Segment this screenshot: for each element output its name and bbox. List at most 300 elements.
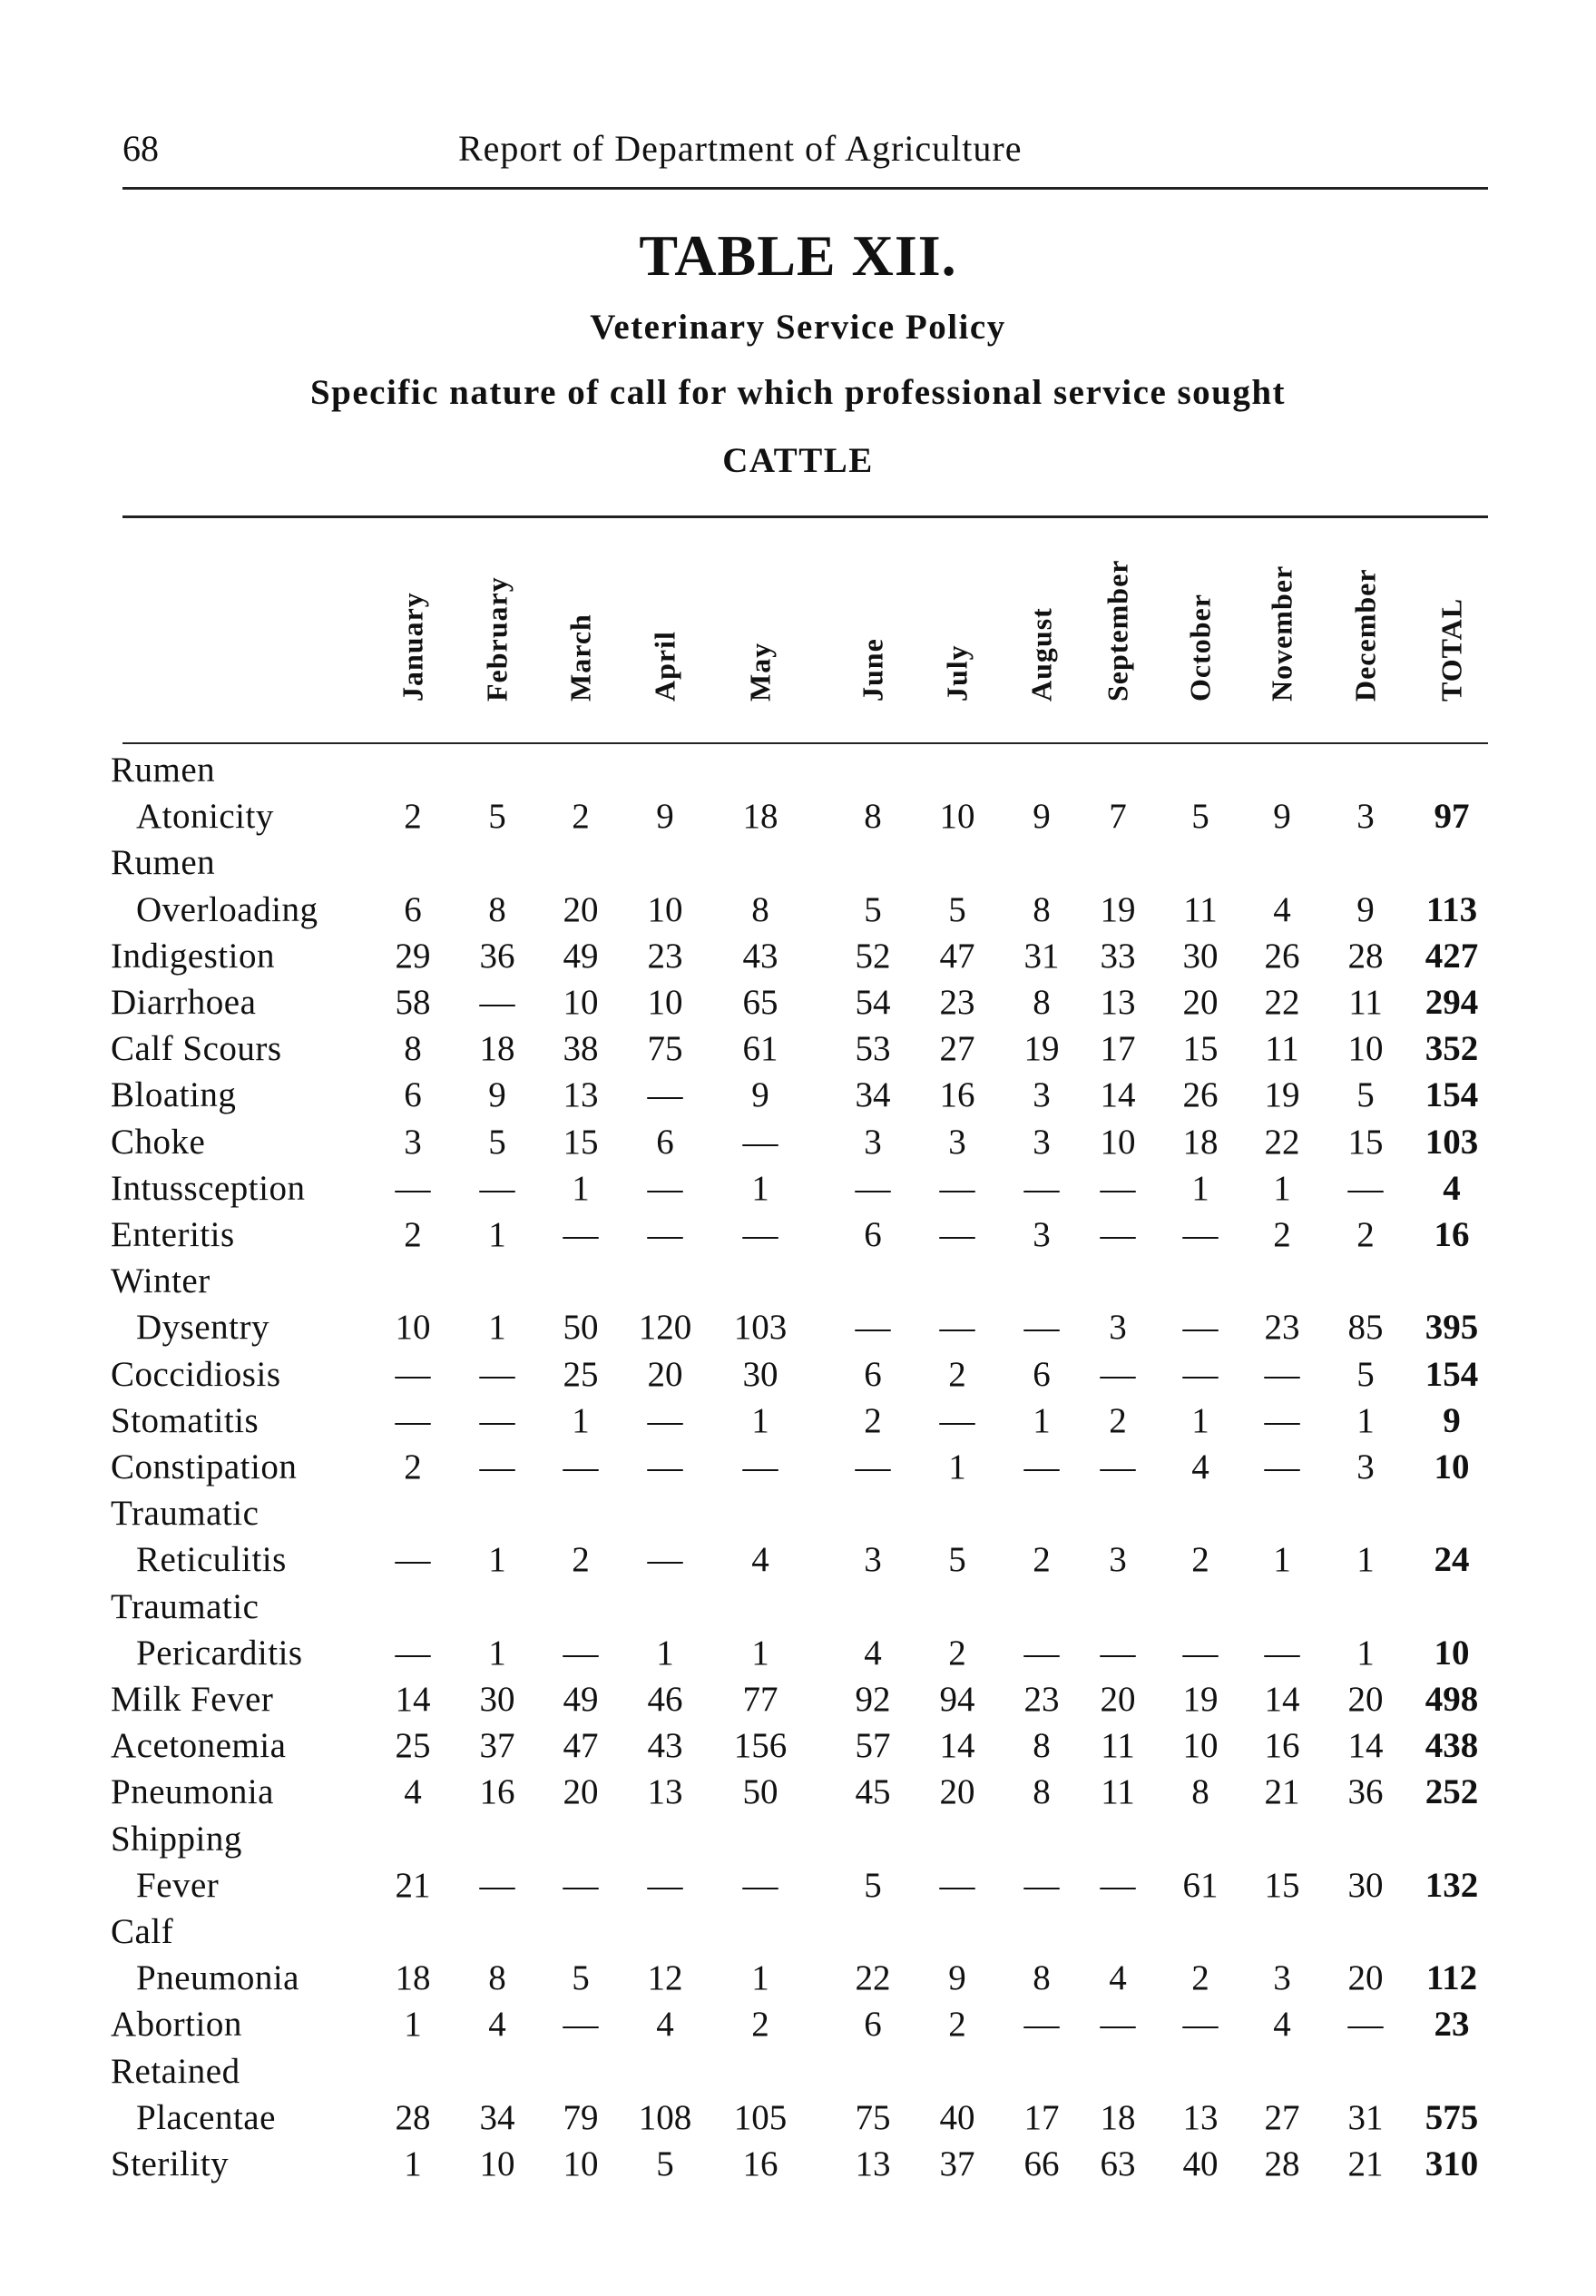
- table-row: [0, 1911, 1596, 1957]
- table-cell: 13: [1182, 2097, 1219, 2137]
- row-label: Overloading: [136, 889, 318, 929]
- table-cell: —: [647, 1168, 683, 1208]
- table-cell: 15: [563, 1122, 599, 1162]
- table-row: [0, 1214, 1596, 1260]
- table-cell: —: [1023, 2005, 1060, 2045]
- table-cell: 3: [1033, 1075, 1051, 1115]
- table-cell: 5: [1191, 797, 1209, 837]
- table-cell: 19: [1264, 1075, 1300, 1115]
- table-cell: 57: [855, 1726, 891, 1766]
- table-cell: 14: [395, 1680, 431, 1719]
- table-cell: —: [855, 1447, 891, 1487]
- table-cell: 6: [864, 1215, 882, 1254]
- table-cell: 10: [479, 2144, 515, 2183]
- table-cell: —: [1100, 2005, 1136, 2045]
- table-cell: 46: [647, 1680, 683, 1719]
- total-cell: 575: [1425, 2097, 1479, 2137]
- table-cell: —: [939, 1308, 975, 1348]
- table-cell: —: [479, 983, 515, 1022]
- table-cell: 28: [1347, 936, 1384, 976]
- column-header-march: [553, 525, 608, 735]
- table-cell: —: [479, 1400, 515, 1440]
- row-label: Constipation: [111, 1447, 298, 1487]
- table-cell: 1: [488, 1633, 506, 1673]
- table-cell: 61: [742, 1029, 778, 1069]
- table-cell: 30: [1347, 1865, 1384, 1905]
- total-cell: 103: [1425, 1122, 1479, 1162]
- table-cell: 16: [939, 1075, 975, 1115]
- table-row: [0, 1633, 1596, 1678]
- table-cell: 2: [572, 797, 590, 837]
- table-cell: 23: [939, 983, 975, 1022]
- table-cell: 1: [1191, 1400, 1209, 1440]
- table-cell: 1: [572, 1168, 590, 1208]
- table-cell: 10: [647, 983, 683, 1022]
- table-cell: 2: [1191, 1958, 1209, 1998]
- table-cell: 3: [1356, 1447, 1375, 1487]
- column-header-label: August: [1024, 607, 1058, 702]
- table-cell: —: [479, 1865, 515, 1905]
- table-cell: 9: [488, 1075, 506, 1115]
- table-cell: 1: [751, 1958, 769, 1998]
- table-cell: 9: [1033, 797, 1051, 837]
- table-top-rule: [122, 515, 1488, 518]
- table-cell: 105: [733, 2097, 788, 2137]
- row-label: Shipping: [111, 1819, 242, 1859]
- table-cell: 33: [1100, 936, 1136, 976]
- table-cell: —: [395, 1400, 431, 1440]
- table-cell: 5: [572, 1958, 590, 1998]
- table-row: [0, 750, 1596, 795]
- table-cell: 45: [855, 1772, 891, 1812]
- row-label: Placentae: [136, 2097, 276, 2137]
- table-cell: —: [563, 1633, 599, 1673]
- total-cell: 97: [1434, 797, 1470, 837]
- table-cell: 1: [1273, 1168, 1291, 1208]
- table-row: [0, 1586, 1596, 1632]
- table-cell: —: [939, 1400, 975, 1440]
- row-label: Winter: [111, 1261, 211, 1301]
- table-cell: —: [1347, 1168, 1384, 1208]
- table-cell: 53: [855, 1029, 891, 1069]
- table-row: [0, 1028, 1596, 1074]
- column-header-label: January: [396, 592, 429, 702]
- table-subtitle-policy: Veterinary Service Policy: [590, 308, 1006, 347]
- table-cell: 6: [404, 889, 422, 929]
- table-cell: 22: [1264, 1122, 1300, 1162]
- table-cell: 156: [733, 1726, 788, 1766]
- table-cell: 11: [1348, 983, 1383, 1022]
- row-label: Atonicity: [136, 797, 274, 837]
- table-cell: —: [1100, 1354, 1136, 1394]
- table-row: [0, 1122, 1596, 1167]
- table-cell: 49: [563, 936, 599, 976]
- table-cell: 3: [948, 1122, 966, 1162]
- table-cell: 10: [563, 983, 599, 1022]
- table-cell: 31: [1347, 2097, 1384, 2137]
- table-cell: 6: [656, 1122, 674, 1162]
- table-row: [0, 2144, 1596, 2189]
- table-cell: 4: [751, 1540, 769, 1580]
- table-cell: —: [855, 1168, 891, 1208]
- table-cell: 3: [864, 1122, 882, 1162]
- table-cell: 11: [1101, 1726, 1135, 1766]
- table-cell: 103: [733, 1308, 788, 1348]
- table-cell: 5: [488, 1122, 506, 1162]
- table-cell: 94: [939, 1680, 975, 1719]
- header-rule: [122, 187, 1488, 190]
- table-cell: 10: [395, 1308, 431, 1348]
- table-cell: —: [1182, 1308, 1219, 1348]
- table-cell: —: [1100, 1168, 1136, 1208]
- table-cell: —: [647, 1400, 683, 1440]
- row-label: Intussception: [111, 1168, 306, 1208]
- table-cell: 13: [1100, 983, 1136, 1022]
- table-cell: 25: [395, 1726, 431, 1766]
- table-cell: 37: [939, 2144, 975, 2183]
- column-header-december: [1338, 525, 1393, 735]
- table-cell: —: [647, 1540, 683, 1580]
- table-cell: 20: [1100, 1680, 1136, 1719]
- table-cell: 4: [864, 1633, 882, 1673]
- row-label: Milk Fever: [111, 1680, 274, 1719]
- table-cell: 17: [1100, 1029, 1136, 1069]
- table-cell: 23: [1023, 1680, 1060, 1719]
- table-cell: 25: [563, 1354, 599, 1394]
- table-cell: 4: [404, 1772, 422, 1812]
- table-cell: 1: [572, 1400, 590, 1440]
- table-cell: —: [395, 1633, 431, 1673]
- table-cell: 34: [479, 2097, 515, 2137]
- table-cell: 21: [1347, 2144, 1384, 2183]
- table-cell: 2: [572, 1540, 590, 1580]
- table-cell: 120: [638, 1308, 692, 1348]
- table-cell: 9: [1356, 889, 1375, 929]
- table-cell: 47: [563, 1726, 599, 1766]
- table-cell: 5: [488, 797, 506, 837]
- table-cell: 19: [1100, 889, 1136, 929]
- total-cell: 10: [1434, 1447, 1470, 1487]
- table-cell: —: [1100, 1633, 1136, 1673]
- table-cell: 20: [563, 1772, 599, 1812]
- table-cell: 2: [948, 2005, 966, 2045]
- table-cell: —: [1264, 1354, 1300, 1394]
- table-cell: 23: [1264, 1308, 1300, 1348]
- table-cell: 8: [488, 889, 506, 929]
- row-label: Sterility: [111, 2144, 230, 2183]
- table-cell: 65: [742, 983, 778, 1022]
- column-header-may: [733, 525, 788, 735]
- table-cell: 4: [1273, 889, 1291, 929]
- table-subtitle-description: Specific nature of call for which professional service sought: [309, 373, 1287, 412]
- table-cell: 9: [751, 1075, 769, 1115]
- table-cell: 13: [647, 1772, 683, 1812]
- total-cell: 498: [1425, 1680, 1479, 1719]
- table-cell: 5: [1356, 1354, 1375, 1394]
- table-cell: 1: [1273, 1540, 1291, 1580]
- table-cell: 5: [656, 2144, 674, 2183]
- total-cell: 395: [1425, 1308, 1479, 1348]
- table-cell: 6: [864, 1354, 882, 1394]
- table-cell: 5: [864, 889, 882, 929]
- column-header-january: [386, 525, 440, 735]
- row-label: Pericarditis: [136, 1633, 303, 1673]
- table-cell: 22: [855, 1958, 891, 1998]
- table-cell: —: [939, 1168, 975, 1208]
- table-cell: 2: [404, 1447, 422, 1487]
- table-cell: —: [647, 1075, 683, 1115]
- table-cell: 18: [395, 1958, 431, 1998]
- row-label: Acetonemia: [111, 1726, 287, 1766]
- table-row: [0, 982, 1596, 1027]
- column-header-label: November: [1265, 564, 1298, 702]
- table-cell: 19: [1023, 1029, 1060, 1069]
- table-cell: —: [742, 1215, 778, 1254]
- table-cell: —: [742, 1447, 778, 1487]
- table-cell: 37: [479, 1726, 515, 1766]
- table-cell: 8: [404, 1029, 422, 1069]
- row-label: Coccidiosis: [111, 1354, 281, 1394]
- table-cell: 30: [1182, 936, 1219, 976]
- total-cell: 132: [1425, 1865, 1479, 1905]
- table-cell: 43: [742, 936, 778, 976]
- table-cell: 2: [404, 1215, 422, 1254]
- table-cell: 3: [1356, 797, 1375, 837]
- table-cell: —: [1264, 1633, 1300, 1673]
- row-label: Stomatitis: [111, 1400, 259, 1440]
- table-cell: 38: [563, 1029, 599, 1069]
- table-row: [0, 796, 1596, 841]
- column-header-label: April: [648, 631, 681, 702]
- row-label: Fever: [136, 1865, 220, 1905]
- table-cell: 15: [1264, 1865, 1300, 1905]
- table-cell: 92: [855, 1680, 891, 1719]
- table-cell: —: [855, 1308, 891, 1348]
- row-label: Rumen: [111, 843, 216, 883]
- row-label: Diarrhoea: [111, 983, 257, 1022]
- table-cell: 43: [647, 1726, 683, 1766]
- table-cell: 27: [939, 1029, 975, 1069]
- table-cell: 2: [751, 2005, 769, 2045]
- table-cell: 1: [404, 2144, 422, 2183]
- total-cell: 427: [1425, 936, 1479, 976]
- table-cell: 21: [1264, 1772, 1300, 1812]
- table-row: [0, 1493, 1596, 1538]
- total-cell: 24: [1434, 1540, 1470, 1580]
- table-cell: 1: [948, 1447, 966, 1487]
- table-cell: 30: [742, 1354, 778, 1394]
- table-cell: 108: [638, 2097, 692, 2137]
- table-cell: —: [1100, 1865, 1136, 1905]
- table-cell: —: [479, 1168, 515, 1208]
- table-cell: —: [563, 2005, 599, 2045]
- column-header-label: October: [1183, 594, 1217, 702]
- table-row: [0, 936, 1596, 981]
- row-label: Choke: [111, 1122, 206, 1162]
- table-cell: 14: [1264, 1680, 1300, 1719]
- table-cell: 28: [1264, 2144, 1300, 2183]
- table-row: [0, 889, 1596, 935]
- table-cell: 18: [1100, 2097, 1136, 2137]
- total-cell: 16: [1434, 1215, 1470, 1254]
- row-label: Indigestion: [111, 936, 275, 976]
- table-cell: 66: [1023, 2144, 1060, 2183]
- table-cell: —: [1182, 1354, 1219, 1394]
- table-row: [0, 1771, 1596, 1817]
- row-label: Retained: [111, 2051, 240, 2091]
- table-cell: 85: [1347, 1308, 1384, 1348]
- table-cell: 11: [1183, 889, 1218, 929]
- table-cell: 31: [1023, 936, 1060, 976]
- column-header-label: February: [480, 576, 514, 702]
- table-cell: 26: [1182, 1075, 1219, 1115]
- table-cell: 11: [1265, 1029, 1299, 1069]
- table-cell: —: [1264, 1400, 1300, 1440]
- table-cell: 20: [939, 1772, 975, 1812]
- table-cell: 29: [395, 936, 431, 976]
- total-cell: 310: [1425, 2144, 1479, 2183]
- table-cell: 10: [1182, 1726, 1219, 1766]
- table-cell: 1: [751, 1633, 769, 1673]
- table-row: [0, 842, 1596, 888]
- table-cell: 10: [1347, 1029, 1384, 1069]
- table-cell: 3: [1033, 1122, 1051, 1162]
- table-cell: —: [1100, 1215, 1136, 1254]
- column-header-april: [638, 525, 692, 735]
- table-cell: 8: [751, 889, 769, 929]
- table-row: [0, 1168, 1596, 1213]
- table-cell: —: [1023, 1447, 1060, 1487]
- table-cell: 14: [1100, 1075, 1136, 1115]
- table-cell: 1: [751, 1168, 769, 1208]
- row-label: Dysentry: [136, 1308, 269, 1348]
- table-cell: 3: [1109, 1308, 1127, 1348]
- table-cell: 11: [1101, 1772, 1135, 1812]
- table-cell: 3: [864, 1540, 882, 1580]
- table-cell: 18: [742, 797, 778, 837]
- table-subtitle-species: CATTLE: [722, 441, 874, 480]
- table-cell: —: [647, 1447, 683, 1487]
- table-cell: —: [563, 1865, 599, 1905]
- table-cell: —: [1023, 1633, 1060, 1673]
- table-cell: 2: [1109, 1400, 1127, 1440]
- table-cell: 8: [1033, 1772, 1051, 1812]
- table-cell: 3: [404, 1122, 422, 1162]
- table-cell: 1: [404, 2005, 422, 2045]
- table-cell: —: [563, 1215, 599, 1254]
- table-cell: 17: [1023, 2097, 1060, 2137]
- column-header-label: June: [856, 638, 889, 702]
- table-cell: 12: [647, 1958, 683, 1998]
- column-header-august: [1014, 525, 1069, 735]
- table-cell: 58: [395, 983, 431, 1022]
- column-header-october: [1173, 525, 1228, 735]
- table-cell: 1: [656, 1633, 674, 1673]
- column-header-september: [1091, 525, 1145, 735]
- table-cell: 20: [647, 1354, 683, 1394]
- table-cell: 3: [1273, 1958, 1291, 1998]
- row-label: Calf: [111, 1912, 174, 1951]
- table-cell: 18: [1182, 1122, 1219, 1162]
- table-cell: 1: [1356, 1540, 1375, 1580]
- table-cell: 54: [855, 983, 891, 1022]
- table-cell: —: [479, 1447, 515, 1487]
- table-cell: 1: [488, 1540, 506, 1580]
- table-cell: 8: [864, 797, 882, 837]
- row-label: Rumen: [111, 751, 216, 790]
- table-cell: 16: [742, 2144, 778, 2183]
- table-cell: 22: [1264, 983, 1300, 1022]
- table-cell: 7: [1109, 797, 1127, 837]
- table-cell: 40: [1182, 2144, 1219, 2183]
- table-row: [0, 2004, 1596, 2049]
- table-cell: 2: [948, 1633, 966, 1673]
- total-cell: 113: [1425, 889, 1478, 929]
- table-cell: —: [1100, 1447, 1136, 1487]
- row-label: Traumatic: [111, 1586, 259, 1626]
- table-cell: 49: [563, 1680, 599, 1719]
- table-cell: 36: [479, 936, 515, 976]
- column-header-label: December: [1348, 568, 1382, 702]
- table-cell: 9: [1273, 797, 1291, 837]
- table-cell: 14: [1347, 1726, 1384, 1766]
- table-cell: 16: [479, 1772, 515, 1812]
- table-cell: 10: [1100, 1122, 1136, 1162]
- column-header-label: TOTAL: [1434, 597, 1468, 702]
- table-cell: 15: [1182, 1029, 1219, 1069]
- table-row: [0, 1307, 1596, 1352]
- column-header-label: March: [563, 613, 597, 702]
- table-cell: 10: [647, 889, 683, 929]
- table-cell: 20: [1347, 1680, 1384, 1719]
- table-cell: 6: [864, 2005, 882, 2045]
- table-cell: 2: [404, 797, 422, 837]
- table-cell: 19: [1182, 1680, 1219, 1719]
- column-header-label: July: [940, 644, 974, 702]
- table-cell: 8: [1191, 1772, 1209, 1812]
- table-cell: —: [1023, 1308, 1060, 1348]
- row-label: Traumatic: [111, 1494, 259, 1534]
- table-cell: 8: [1033, 889, 1051, 929]
- column-header-july: [930, 525, 984, 735]
- column-header-label: May: [743, 642, 777, 702]
- table-cell: 20: [1182, 983, 1219, 1022]
- table-row: [0, 1447, 1596, 1492]
- table-cell: 1: [751, 1400, 769, 1440]
- table-cell: —: [395, 1540, 431, 1580]
- table-cell: 5: [948, 889, 966, 929]
- table-cell: 10: [939, 797, 975, 837]
- column-header-total: [1425, 525, 1479, 735]
- total-cell: 112: [1425, 1958, 1478, 1998]
- table-row: [0, 2051, 1596, 2096]
- total-cell: 252: [1425, 1772, 1479, 1812]
- table-cell: 1: [488, 1308, 506, 1348]
- table-cell: 61: [1182, 1865, 1219, 1905]
- column-header-february: [470, 525, 524, 735]
- table-cell: 23: [647, 936, 683, 976]
- table-title: TABLE XII.: [639, 223, 957, 288]
- table-cell: 3: [1109, 1540, 1127, 1580]
- table-cell: 50: [742, 1772, 778, 1812]
- table-cell: —: [939, 1865, 975, 1905]
- table-cell: —: [395, 1354, 431, 1394]
- table-cell: 6: [404, 1075, 422, 1115]
- table-cell: 52: [855, 936, 891, 976]
- total-cell: 10: [1434, 1633, 1470, 1673]
- table-cell: 2: [948, 1354, 966, 1394]
- table-cell: 4: [656, 2005, 674, 2045]
